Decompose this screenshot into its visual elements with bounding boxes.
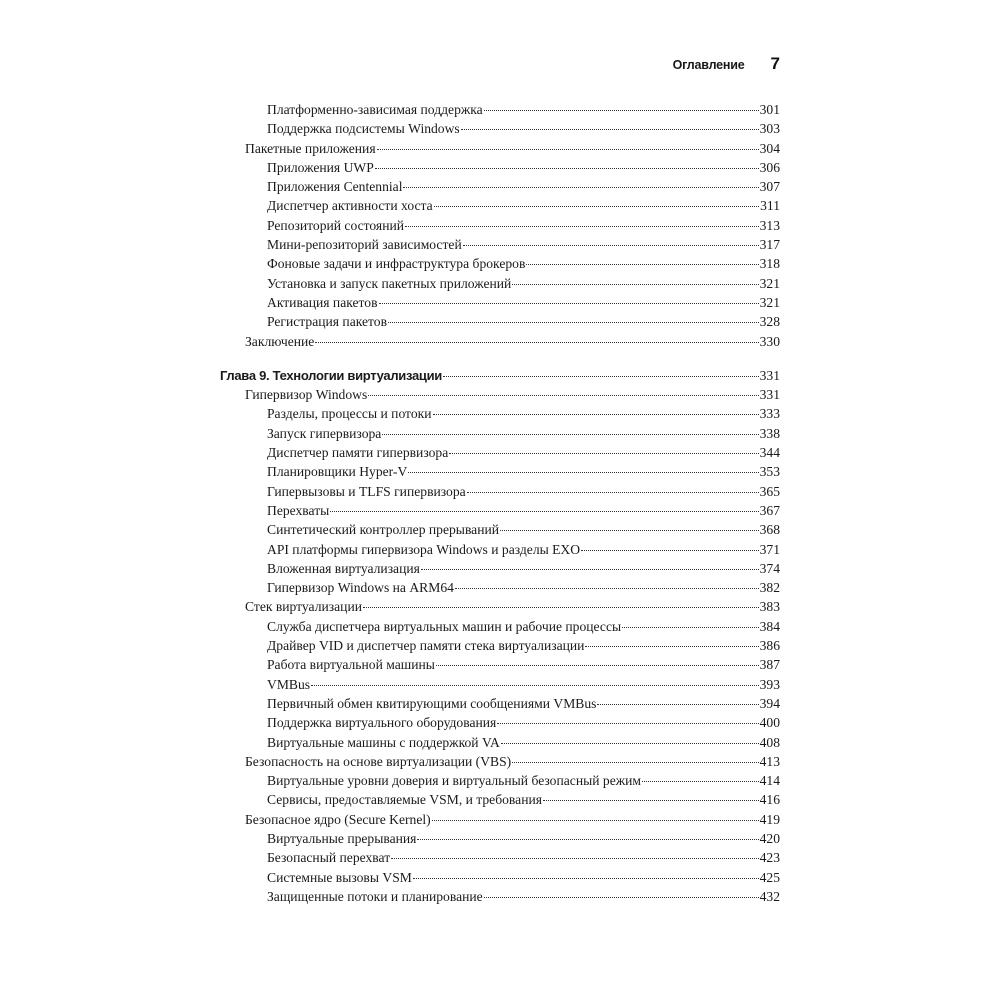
dot-leader [543, 799, 759, 801]
toc-entry-page: 393 [759, 676, 780, 692]
toc-entry [220, 713, 780, 732]
toc-entry-title: Безопасный перехват [267, 850, 391, 866]
dot-leader [315, 341, 758, 343]
dot-leader [330, 510, 758, 512]
toc-entry-title: Синтетический контроллер прерываний [267, 522, 500, 538]
toc-entry-page: 331 [759, 367, 780, 383]
toc-entry-page: 414 [759, 773, 780, 789]
toc-entry-title: Заключение [245, 333, 315, 349]
toc-entry-title: Платформенно-зависимая поддержка [267, 102, 483, 117]
toc-entry-title: Виртуальные уровни доверия и виртуальный безопасный режим [267, 773, 642, 789]
toc-entry-page: 413 [759, 753, 780, 769]
toc-entry-page: 311 [760, 198, 780, 214]
toc-entry-page: 318 [759, 256, 780, 272]
dot-leader [484, 109, 759, 111]
toc-entry [220, 848, 780, 867]
dot-leader [391, 857, 758, 859]
toc-entry [220, 636, 780, 655]
toc-entry [220, 462, 780, 481]
dot-leader [484, 896, 759, 898]
toc-entry [220, 312, 780, 331]
toc-entry-title: Приложения UWP [267, 159, 374, 175]
toc-entry-page: 419 [759, 811, 780, 827]
dot-leader [467, 491, 759, 493]
toc-entry-title: Вложенная виртуализация [267, 560, 420, 576]
toc-entry-page: 321 [759, 275, 780, 291]
toc-entry [220, 254, 780, 273]
toc-entry-page: 374 [759, 560, 780, 576]
toc-entry-title: Перехваты [267, 502, 330, 518]
toc-entry-page: 304 [759, 140, 780, 156]
dot-leader [497, 722, 758, 724]
toc-entry [220, 694, 780, 713]
toc-entry-page: 331 [759, 387, 780, 403]
dot-leader [433, 413, 759, 415]
toc-entry-title: Безопасность на основе виртуализации (VBS) [245, 753, 512, 769]
toc-entry [220, 158, 780, 177]
toc-entry-title: Поддержка подсистемы Windows [267, 121, 460, 137]
dot-leader [449, 452, 758, 454]
toc-entry [220, 119, 780, 138]
toc-entry-title: Пакетные приложения [245, 140, 376, 156]
dot-leader [382, 433, 758, 435]
dot-leader [512, 761, 758, 763]
dot-leader [443, 375, 759, 377]
toc-entry-title: VMBus [267, 676, 311, 692]
dot-leader [368, 394, 758, 396]
dot-leader [512, 283, 758, 285]
toc-entry-title: Стек виртуализации [245, 599, 362, 615]
dot-leader [436, 664, 759, 666]
toc-entry [220, 868, 780, 887]
toc-entry-page: 306 [759, 159, 780, 175]
toc-entry-page: 367 [759, 502, 780, 518]
dot-leader [421, 568, 759, 570]
toc-entry-page: 353 [759, 464, 780, 480]
toc-entry-page: 383 [759, 599, 780, 615]
dot-leader [377, 148, 759, 150]
toc-entry-title: Служба диспетчера виртуальных машин и рабочие процессы [267, 618, 622, 634]
dot-leader [526, 263, 758, 265]
toc-entry-page: 423 [759, 850, 780, 866]
dot-leader [500, 529, 759, 531]
dot-leader [379, 302, 759, 304]
toc-entry-title: Приложения Centennial [267, 179, 403, 195]
toc-entry-page: 394 [759, 695, 780, 711]
dot-leader [642, 780, 759, 782]
toc-entry-page: 328 [759, 314, 780, 330]
toc-entry-title: Мини-репозиторий зависимостей [267, 237, 462, 253]
toc-entry [220, 139, 780, 158]
dot-leader [501, 742, 759, 744]
dot-leader [311, 684, 759, 686]
toc-entry-page: 303 [759, 121, 780, 137]
toc-entry-title: Виртуальные прерывания [267, 830, 417, 846]
toc-entry [220, 617, 780, 636]
toc-entry [220, 771, 780, 790]
table-of-contents [220, 100, 780, 906]
toc-entry-page: 425 [759, 869, 780, 885]
toc-entry-title: Работа виртуальной машины [267, 657, 435, 673]
toc-entry-title: Сервисы, предоставляемые VSM, и требования [267, 792, 543, 808]
toc-entry [220, 887, 780, 906]
dot-leader [461, 128, 759, 130]
dot-leader [432, 819, 759, 821]
toc-entry-page: 400 [759, 715, 780, 731]
dot-leader [434, 205, 759, 207]
toc-entry-title: Диспетчер активности хоста [267, 198, 433, 214]
toc-entry-page: 432 [759, 888, 780, 904]
toc-entry-title: Диспетчер памяти гипервизора [267, 445, 449, 461]
dot-leader [463, 244, 759, 246]
toc-entry [220, 790, 780, 809]
toc-entry-page: 416 [759, 792, 780, 808]
toc-entry [220, 752, 780, 771]
dot-leader [585, 645, 758, 647]
toc-entry-page: 301 [759, 102, 780, 117]
toc-entry [220, 810, 780, 829]
toc-entry-title: Первичный обмен квитирующими сообщениями VMBus [267, 695, 597, 711]
toc-entry-title: Фоновые задачи и инфраструктура брокеров [267, 256, 526, 272]
toc-entry-page: 307 [759, 179, 780, 195]
toc-entry [220, 559, 780, 578]
toc-entry [220, 100, 780, 119]
toc-entry-page: 344 [759, 445, 780, 461]
toc-entry [220, 501, 780, 520]
dot-leader [455, 587, 759, 589]
toc-entry [220, 424, 780, 443]
toc-entry-title: Активация пакетов [267, 294, 378, 310]
toc-entry-title: Гипервизор Windows [245, 387, 368, 403]
toc-entry [220, 385, 780, 404]
toc-entry-page: 313 [759, 217, 780, 233]
toc-entry-title: Драйвер VID и диспетчер памяти стека виртуализации [267, 638, 585, 654]
toc-chapter-entry [220, 366, 780, 385]
dot-leader [388, 321, 759, 323]
toc-entry-page: 408 [759, 734, 780, 750]
toc-entry-page: 386 [759, 638, 780, 654]
dot-leader [405, 225, 759, 227]
toc-entry-title: Репозиторий состояний [267, 217, 405, 233]
toc-entry-page: 382 [759, 580, 780, 596]
toc-entry-page: 330 [759, 333, 780, 349]
toc-entry-page: 384 [759, 618, 780, 634]
dot-leader [413, 877, 759, 879]
toc-entry [220, 733, 780, 752]
toc-entry-title: Поддержка виртуального оборудования [267, 715, 497, 731]
toc-entry-title: Планировщики Hyper-V [267, 464, 408, 480]
toc-entry [220, 235, 780, 254]
toc-entry-page: 387 [759, 657, 780, 673]
toc-entry-page: 365 [759, 483, 780, 499]
toc-entry-page: 321 [759, 294, 780, 310]
toc-entry-title: Разделы, процессы и потоки [267, 406, 432, 422]
toc-entry-page: 420 [759, 830, 780, 846]
toc-entry-title: Запуск гипервизора [267, 425, 382, 441]
toc-entry [220, 829, 780, 848]
toc-entry-title: Безопасное ядро (Secure Kernel) [245, 811, 431, 827]
dot-leader [375, 167, 759, 169]
dot-leader [408, 471, 758, 473]
toc-entry [220, 520, 780, 539]
toc-entry [220, 274, 780, 293]
toc-entry-title: Системные вызовы VSM [267, 869, 412, 885]
toc-entry [220, 482, 780, 501]
dot-leader [581, 549, 759, 551]
page-number: 7 [770, 54, 780, 73]
toc-entry-title: Регистрация пакетов [267, 314, 388, 330]
toc-entry-title: Гипервызовы и TLFS гипервизора [267, 483, 466, 499]
toc-entry [220, 293, 780, 312]
toc-entry [220, 332, 780, 351]
dot-leader [622, 626, 758, 628]
toc-entry-page: 317 [759, 237, 780, 253]
toc-entry-title: Установка и запуск пакетных приложений [267, 275, 512, 291]
toc-entry [220, 597, 780, 616]
running-header [0, 54, 780, 78]
toc-entry [220, 216, 780, 235]
toc-entry-page: 371 [759, 541, 780, 557]
toc-entry-title: Виртуальные машины с поддержкой VA [267, 734, 500, 750]
toc-entry-title: Защищенные потоки и планирование [267, 888, 483, 904]
toc-entry [220, 675, 780, 694]
header-title: Оглавление [672, 58, 745, 72]
toc-entry [220, 196, 780, 215]
toc-entry-page: 333 [759, 406, 780, 422]
toc-entry [220, 578, 780, 597]
toc-entry [220, 655, 780, 674]
toc-entry [220, 443, 780, 462]
toc-entry-page: 338 [759, 425, 780, 441]
dot-leader [597, 703, 758, 705]
toc-entry [220, 540, 780, 559]
toc-entry [220, 404, 780, 423]
toc-entry-title: Глава 9. Технологии виртуализации [220, 367, 442, 383]
toc-entry [220, 177, 780, 196]
toc-entry-title: Гипервизор Windows на ARM64 [267, 580, 454, 596]
dot-leader [403, 186, 758, 188]
dot-leader [417, 838, 758, 840]
toc-entry-page: 368 [759, 522, 780, 538]
dot-leader [363, 606, 759, 608]
toc-entry-title: API платформы гипервизора Windows и разделы EXO [267, 541, 581, 557]
